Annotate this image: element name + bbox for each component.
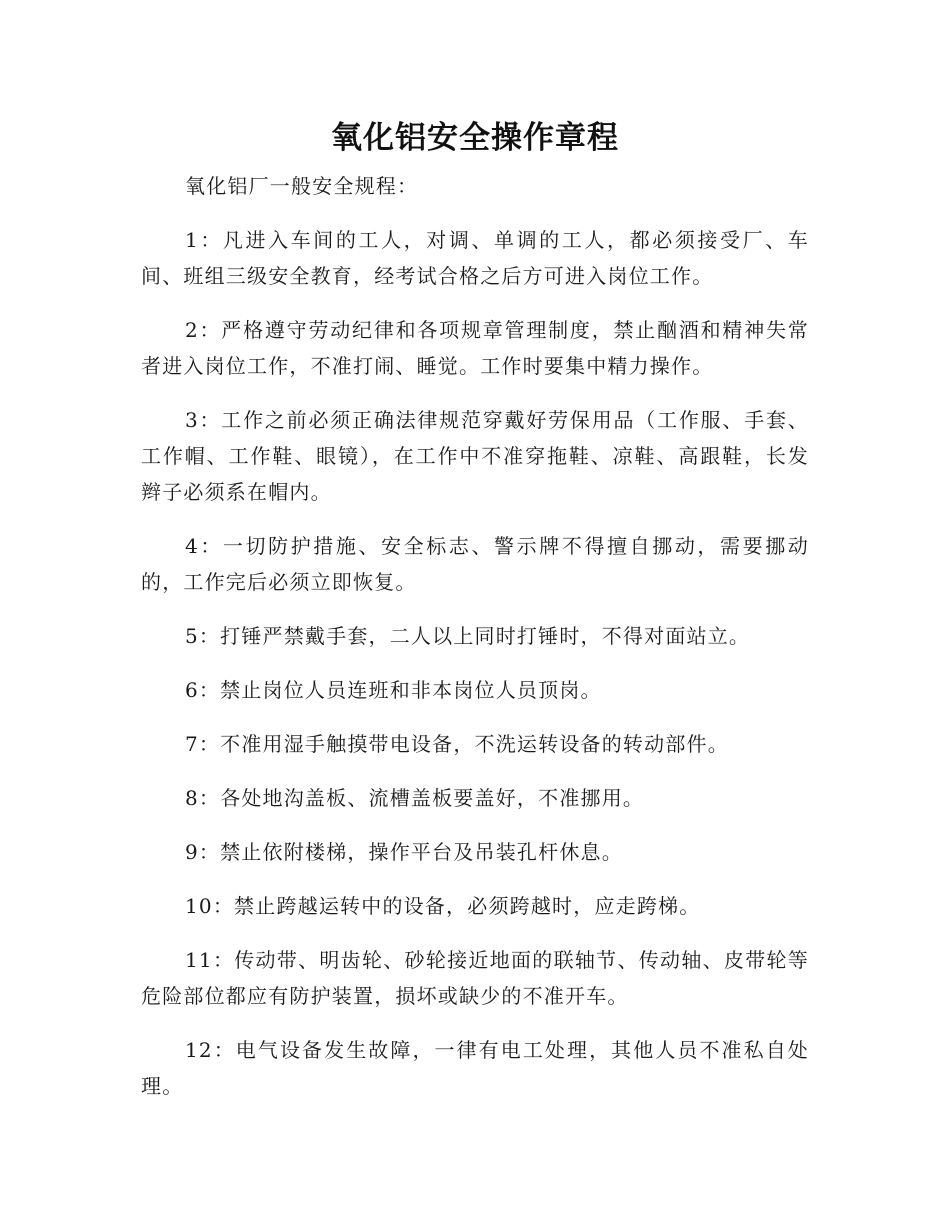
rule-7: 7：不准用湿手触摸带电设备，不洗运转设备的转动部件。 <box>185 732 729 756</box>
rule-10: 10：禁止跨越运转中的设备，必须跨越时，应走跨梯。 <box>185 894 701 918</box>
rule-5: 5：打锤严禁戴手套，二人以上同时打锤时，不得对面站立。 <box>185 624 751 648</box>
rule-12: 12：电气设备发生故障，一律有电工处理，其他人员不准私自处理。 <box>141 1038 809 1098</box>
rule-11: 11：传动带、明齿轮、砂轮接近地面的联轴节、传动轴、皮带轮等危险部位都应有防护装置，损坏或缺少的不准开车。 <box>141 948 809 1008</box>
document-title: 氧化铝安全操作章程 <box>331 120 619 156</box>
paragraph-intro: 氧化铝厂一般安全规程： <box>185 174 419 198</box>
rule-6: 6：禁止岗位人员连班和非本岗位人员顶岗。 <box>185 678 602 702</box>
document-body <box>141 168 809 1122</box>
rule-3: 3：工作之前必须正确法律规范穿戴好劳保用品（工作服、手套、工作帽、工作鞋、眼镜），在工作中不准穿拖鞋、凉鞋、高跟鞋，长发辫子必须系在帽内。 <box>141 408 809 504</box>
rule-8: 8：各处地沟盖板、流槽盖板要盖好，不准挪用。 <box>185 786 645 810</box>
rule-9: 9：禁止依附楼梯，操作平台及吊装孔杆休息。 <box>185 840 623 864</box>
rule-2: 2：严格遵守劳动纪律和各项规章管理制度，禁止酗酒和精神失常者进入岗位工作，不准打闹、睡觉。工作时要集中精力操作。 <box>141 318 809 378</box>
rule-1: 1：凡进入车间的工人，对调、单调的工人，都必须接受厂、车间、班组三级安全教育，经考试合格之后方可进入岗位工作。 <box>141 228 809 288</box>
rule-4: 4：一切防护措施、安全标志、警示牌不得擅自挪动，需要挪动的，工作完后必须立即恢复。 <box>141 534 809 594</box>
